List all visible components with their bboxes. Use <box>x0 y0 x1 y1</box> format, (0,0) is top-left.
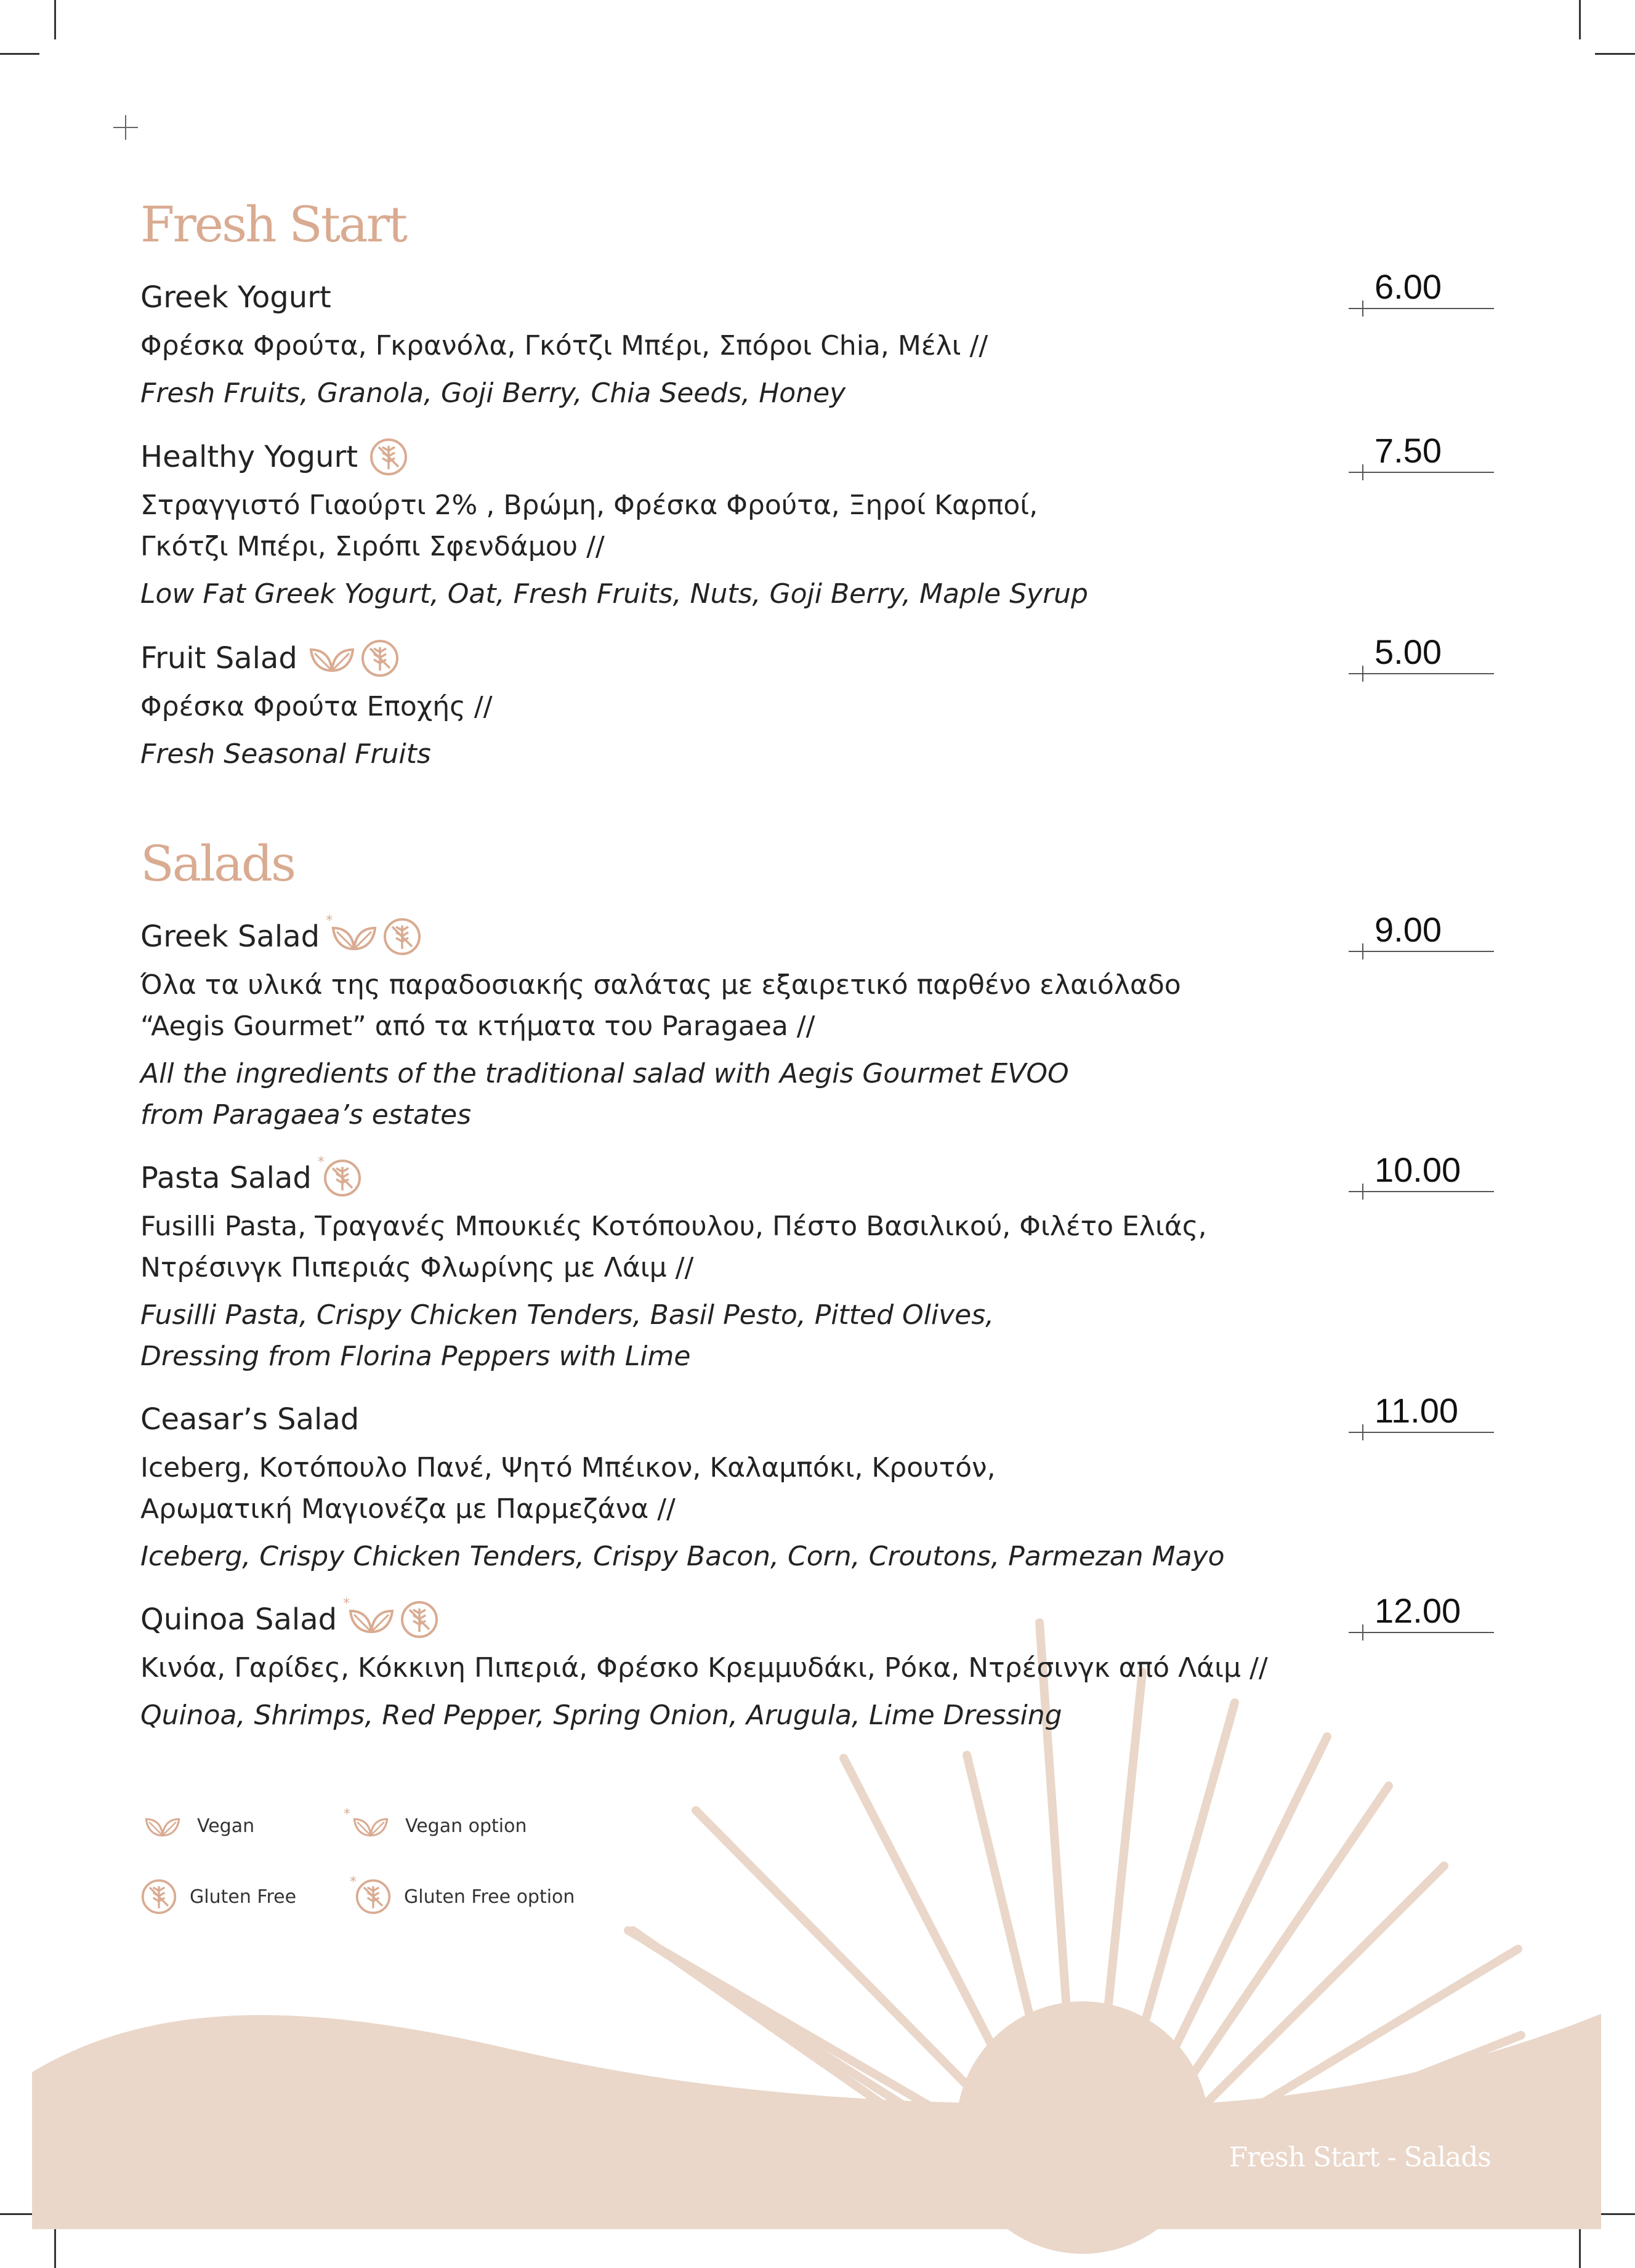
item-description-english: Quinoa, Shrimps, Red Pepper, Spring Onion, Arugula, Lime Dressing <box>140 1700 1062 1731</box>
menu-item-greek-salad <box>140 914 1310 1136</box>
item-description-english: Fusilli Pasta, Crispy Chicken Tenders, Basil Pesto, Pitted Olives, <box>140 1299 995 1331</box>
menu-item-healthy-yogurt <box>140 434 1310 615</box>
menu-item-greek-yogurt <box>140 275 1310 414</box>
section-title-fresh-start: Fresh Start <box>140 196 406 253</box>
legend-label: Vegan option <box>405 1815 527 1837</box>
price-value: 10.00 <box>1375 1150 1461 1189</box>
gluten-free-option-icon: * <box>355 1878 392 1915</box>
item-description-greek: Αρωματική Μαγιονέζα με Παρμεζάνα // <box>140 1493 676 1525</box>
price-value: 5.00 <box>1375 632 1442 671</box>
item-name: Greek Salad <box>140 919 320 954</box>
price-value: 12.00 <box>1375 1591 1461 1630</box>
item-name: Ceasar’s Salad <box>140 1402 360 1437</box>
item-description-greek: Ντρέσινγκ Πιπεριάς Φλωρίνης με Λάιμ // <box>140 1252 694 1283</box>
price-value: 9.00 <box>1375 910 1442 949</box>
legend-label: Gluten Free option <box>404 1886 575 1908</box>
item-description-greek: “Aegis Gourmet” από τα κτήματα του Paragaea // <box>140 1011 815 1042</box>
price-value: 7.50 <box>1375 431 1442 470</box>
item-description-english: Fresh Seasonal Fruits <box>140 738 431 770</box>
price-fruit-salad <box>1349 632 1494 674</box>
item-description-english: Fresh Fruits, Granola, Goji Berry, Chia Seeds, Honey <box>140 377 846 409</box>
gluten-free-icon <box>400 1600 439 1639</box>
item-description-english: All the ingredients of the traditional salad with Aegis Gourmet EVOO <box>140 1058 1069 1089</box>
item-description-greek: Κινόα, Γαρίδες, Κόκκινη Πιπεριά, Φρέσκο Κρεμμυδάκι, Ρόκα, Ντρέσινγκ από Λάιμ // <box>140 1652 1268 1684</box>
footer-page-title: Fresh Start - Salads <box>1229 2142 1491 2173</box>
item-name: Healthy Yogurt <box>140 440 358 474</box>
legend-label: Vegan <box>197 1815 255 1837</box>
item-description-greek: Φρέσκα Φρούτα, Γκρανόλα, Γκότζι Μπέρι, Σπόροι Chia, Μέλι // <box>140 330 988 361</box>
item-name: Quinoa Salad <box>140 1602 337 1637</box>
price-value: 6.00 <box>1375 267 1442 306</box>
item-description-english: Dressing from Florina Peppers with Lime <box>140 1341 691 1372</box>
item-description-greek: Φρέσκα Φρούτα Εποχής // <box>140 691 493 722</box>
section-title-salads: Salads <box>140 835 295 892</box>
price-ceasars-salad <box>1349 1391 1494 1433</box>
item-description-greek: Fusilli Pasta, Τραγανές Μπουκιές Κοτόπουλου, Πέστο Βασιλικού, Φιλέτο Ελιάς, <box>140 1211 1207 1242</box>
gluten-free-icon <box>369 437 408 477</box>
menu-item-ceasars-salad <box>140 1397 1310 1577</box>
item-description-english: Iceberg, Crispy Chicken Tenders, Crispy Bacon, Corn, Croutons, Parmezan Mayo <box>140 1541 1225 1572</box>
gluten-free-icon <box>140 1878 177 1915</box>
item-description-greek: Iceberg, Κοτόπουλο Πανέ, Ψητό Μπέικον, Καλαμπόκι, Κρουτόν, <box>140 1452 996 1483</box>
item-name: Fruit Salad <box>140 641 297 676</box>
legend-gluten-free <box>140 1878 296 1915</box>
item-description-greek: Στραγγιστό Γιαούρτι 2% , Βρώμη, Φρέσκα Φρούτα, Ξηροί Καρποί, <box>140 490 1038 521</box>
item-description-english: from Paragaea’s estates <box>140 1099 472 1131</box>
legend-vegan-option <box>344 1807 527 1841</box>
vegan-icon <box>140 1810 185 1841</box>
legend-label: Gluten Free <box>190 1886 297 1908</box>
item-description-greek: Όλα τα υλικά της παραδοσιακής σαλάτας με εξαιρετικό παρθένο ελαιόλαδο <box>140 969 1181 1001</box>
price-value: 11.00 <box>1375 1391 1458 1430</box>
vegan-option-icon: * <box>349 1810 393 1841</box>
gluten-free-icon <box>382 917 422 956</box>
gluten-free-icon <box>360 639 400 678</box>
price-quinoa-salad <box>1349 1591 1494 1633</box>
price-healthy-yogurt <box>1349 431 1494 473</box>
legend-gluten-free-option <box>350 1875 575 1915</box>
gluten-free-option-icon: * <box>323 1158 362 1198</box>
price-greek-yogurt <box>1349 267 1494 309</box>
item-description-english: Low Fat Greek Yogurt, Oat, Fresh Fruits, Nuts, Goji Berry, Maple Syrup <box>140 578 1088 610</box>
vegan-option-icon: * <box>348 1600 395 1639</box>
vegan-option-icon: * <box>331 917 377 956</box>
legend-vegan <box>140 1810 254 1841</box>
price-greek-salad <box>1349 910 1494 952</box>
menu-item-pasta-salad <box>140 1155 1310 1377</box>
menu-item-quinoa-salad <box>140 1597 1310 1736</box>
price-pasta-salad <box>1349 1150 1494 1192</box>
vegan-icon <box>309 639 355 678</box>
item-description-greek: Γκότζι Μπέρι, Σιρόπι Σφενδάμου // <box>140 531 605 562</box>
menu-item-fruit-salad <box>140 636 1310 775</box>
item-name: Pasta Salad <box>140 1161 312 1195</box>
item-name: Greek Yogurt <box>140 280 331 315</box>
